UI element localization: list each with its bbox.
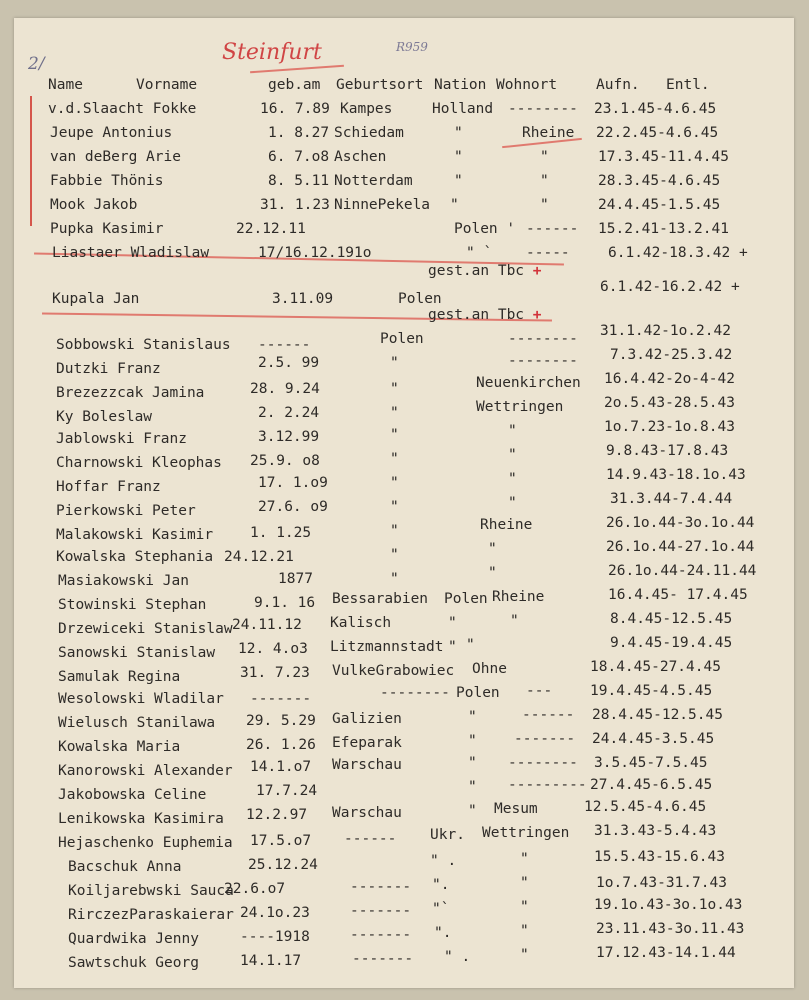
row-dates: 1o.7.23-1o.8.43 xyxy=(604,419,735,435)
row-wohnort: " xyxy=(540,173,549,189)
row-nation: " xyxy=(468,709,477,725)
row-geb: 25.12.24 xyxy=(248,857,318,873)
row-nation: " xyxy=(468,733,477,749)
row-wohnort: Rheine xyxy=(492,589,545,605)
row-nation: Holland xyxy=(432,101,494,117)
row-dates: 26.1o.44-27.1o.44 xyxy=(606,539,755,555)
row-ort: Efeparak xyxy=(332,735,402,751)
row-name: Kowalska Maria xyxy=(58,739,181,755)
row-nation: " xyxy=(390,499,399,515)
header-entl: Entl. xyxy=(666,77,710,93)
row-nation: " xyxy=(454,173,463,189)
row-nation: " xyxy=(390,571,399,587)
row-nation: " xyxy=(390,523,399,539)
row-name: Stowinski Stephan xyxy=(58,597,207,613)
header-wohnort: Wohnort xyxy=(496,77,558,93)
row-geb: 6. 7.o8 xyxy=(268,149,330,165)
row-name: Drzewiceki Stanislaw xyxy=(58,621,233,637)
row-ort: Notterdam xyxy=(334,173,413,189)
row-dates: 15.5.43-15.6.43 xyxy=(594,849,725,865)
row-wohnort: " xyxy=(508,423,517,439)
row-geb: 14.1.17 xyxy=(240,953,302,969)
row-dates: 23.11.43-3o.11.43 xyxy=(596,921,745,937)
row-dates: 8.4.45-12.5.45 xyxy=(610,611,733,627)
row-geb: 17.5.o7 xyxy=(250,833,312,849)
row-ort: ------ xyxy=(344,831,397,847)
row-dates: 17.12.43-14.1.44 xyxy=(596,945,736,961)
row-wohnort: " xyxy=(520,875,529,891)
row-wohnort: Mesum xyxy=(494,801,538,817)
row-dates: 24.4.45-1.5.45 xyxy=(598,197,721,213)
row-nation: " xyxy=(390,405,399,421)
row-wohnort: ----- xyxy=(526,245,570,261)
row-dates: 28.4.45-12.5.45 xyxy=(592,707,723,723)
row-wohnort: " xyxy=(520,851,529,867)
document-page xyxy=(14,18,794,988)
row-name: Samulak Regina xyxy=(58,669,181,685)
row-geb: 1. 8.27 xyxy=(268,125,330,141)
row-geb: 9.1. 16 xyxy=(254,595,316,611)
row-geb: 26. 1.26 xyxy=(246,737,316,753)
row-geb: 29. 5.29 xyxy=(246,713,316,729)
row-wohnort: Rheine xyxy=(480,517,533,533)
row-wohnort: " xyxy=(488,565,497,581)
row-dates: 19.1o.43-3o.1o.43 xyxy=(594,897,743,913)
row-nation: Polen ' xyxy=(454,221,516,237)
row-nation: ". xyxy=(434,925,452,941)
header-vorname: Vorname xyxy=(136,77,198,93)
row-dates: 26.1o.44-3o.1o.44 xyxy=(606,515,755,531)
death-note: gest.an Tbc + xyxy=(428,307,542,323)
row-nation: "` xyxy=(432,901,450,917)
row-wohnort: " xyxy=(508,495,517,511)
row-nation: Polen xyxy=(398,291,442,307)
row-dates: 9.8.43-17.8.43 xyxy=(606,443,729,459)
row-ort: Galizien xyxy=(332,711,402,727)
row-wohnort: " xyxy=(466,637,475,653)
row-wohnort: ------ xyxy=(522,707,575,723)
row-dates: 19.4.45-4.5.45 xyxy=(590,683,713,699)
row-dates: 3.5.45-7.5.45 xyxy=(594,755,708,771)
row-name: Pierkowski Peter xyxy=(56,503,196,519)
row-geb: 16. 7.89 xyxy=(260,101,330,117)
row-geb: 28. 9.24 xyxy=(250,381,320,397)
row-name: Sanowski Stanislaw xyxy=(58,645,216,661)
row-nation: ". xyxy=(432,877,450,893)
row-wohnort: " xyxy=(508,447,517,463)
row-dates: 27.4.45-6.5.45 xyxy=(590,777,713,793)
row-geb: ------ xyxy=(258,337,311,353)
row-ort: Aschen xyxy=(334,149,387,165)
row-geb: 1. 1.25 xyxy=(250,525,312,541)
row-nation: " xyxy=(390,547,399,563)
row-geb: 22.12.11 xyxy=(236,221,306,237)
red-cross-mark: + xyxy=(532,263,542,279)
corner-annotation: 2/ xyxy=(28,54,45,74)
row-dates: 1o.7.43-31.7.43 xyxy=(596,875,727,891)
row-dates: 6.1.42-16.2.42 + xyxy=(600,279,740,295)
row-wohnort: " xyxy=(540,149,549,165)
row-wohnort: Wettringen xyxy=(476,399,564,415)
row-geb: 17.7.24 xyxy=(256,783,318,799)
red-underline-title xyxy=(250,65,344,74)
row-wohnort: -------- xyxy=(508,755,578,771)
row-wohnort: ------ xyxy=(526,221,579,237)
row-nation: " xyxy=(390,475,399,491)
row-geb: 2.5. 99 xyxy=(258,355,320,371)
reference-number: R959 xyxy=(396,40,428,54)
header-geb-am: geb.am xyxy=(268,77,321,93)
row-name: Lenikowska Kasimira xyxy=(58,811,224,827)
row-ort: Kalisch xyxy=(330,615,392,631)
row-ort: ------- xyxy=(350,879,412,895)
row-name: Fabbie Thönis xyxy=(50,173,164,189)
row-wohnort: --- xyxy=(526,683,553,699)
row-ort: Schiedam xyxy=(334,125,404,141)
row-geb: 17. 1.o9 xyxy=(258,475,328,491)
row-geb: 17/16.12.191o xyxy=(258,245,372,261)
row-dates: 15.2.41-13.2.41 xyxy=(598,221,729,237)
row-name: Brezezzcak Jamina xyxy=(56,385,205,401)
row-name: v.d.Slaacht Fokke xyxy=(48,101,197,117)
row-wohnort: " xyxy=(508,471,517,487)
header-geburtsort: Geburtsort xyxy=(336,77,424,93)
row-dates: 9.4.45-19.4.45 xyxy=(610,635,733,651)
row-ort: ------- xyxy=(352,951,414,967)
row-geb: ----1918 xyxy=(240,929,310,945)
row-geb: 12.2.97 xyxy=(246,807,308,823)
row-name: Jablowski Franz xyxy=(56,431,187,447)
row-dates: 17.3.45-11.4.45 xyxy=(598,149,729,165)
row-ort: Litzmannstadt xyxy=(330,639,444,655)
row-nation: " ` xyxy=(466,245,493,261)
row-nation: " xyxy=(468,779,477,795)
row-geb: 2. 2.24 xyxy=(258,405,320,421)
row-geb: 27.6. o9 xyxy=(258,499,328,515)
row-wohnort: Wettringen xyxy=(482,825,570,841)
row-nation: " xyxy=(448,639,457,655)
row-dates: 14.9.43-18.1o.43 xyxy=(606,467,746,483)
row-name: Bacschuk Anna xyxy=(68,859,182,875)
row-nation: " xyxy=(390,451,399,467)
row-dates: 31.3.44-7.4.44 xyxy=(610,491,733,507)
row-dates: 28.3.45-4.6.45 xyxy=(598,173,721,189)
row-geb: 31. 1.23 xyxy=(260,197,330,213)
header-name: Name xyxy=(48,77,83,93)
row-wohnort: -------- xyxy=(508,101,578,117)
row-dates: 16.4.42-2o-4-42 xyxy=(604,371,735,387)
row-geb: 1877 xyxy=(278,571,313,587)
row-name: Sobbowski Stanislaus xyxy=(56,337,231,353)
row-name: Mook Jakob xyxy=(50,197,138,213)
row-nation: " xyxy=(468,755,477,771)
row-nation: " . xyxy=(444,949,471,965)
row-ort: Warschau xyxy=(332,757,402,773)
row-wohnort: --------- xyxy=(508,777,587,793)
row-name: Hejaschenko Euphemia xyxy=(58,835,233,851)
row-ort: ------- xyxy=(350,903,412,919)
row-wohnort: -------- xyxy=(508,353,578,369)
row-geb: 25.9. o8 xyxy=(250,453,320,469)
left-bracket-marker xyxy=(30,96,32,226)
row-dates: 18.4.45-27.4.45 xyxy=(590,659,721,675)
row-dates: 31.1.42-1o.2.42 xyxy=(600,323,731,339)
row-name: Sawtschuk Georg xyxy=(68,955,199,971)
row-nation: " xyxy=(468,803,477,819)
row-name: Pupka Kasimir xyxy=(50,221,164,237)
row-name: Hoffar Franz xyxy=(56,479,161,495)
row-geb: 24.11.12 xyxy=(232,617,302,633)
row-ort: ------- xyxy=(350,927,412,943)
row-name: Liastaer Wladislaw xyxy=(52,245,210,261)
row-nation: " xyxy=(454,149,463,165)
row-name: RirczezParaskaierar xyxy=(68,907,234,923)
row-name: Quardwika Jenny xyxy=(68,931,199,947)
row-wohnort: " xyxy=(510,613,519,629)
row-dates: 22.2.45-4.6.45 xyxy=(596,125,719,141)
row-geb: 14.1.o7 xyxy=(250,759,312,775)
row-ort: Kampes xyxy=(340,101,393,117)
row-geb: 12. 4.o3 xyxy=(238,641,308,657)
row-name: Jakobowska Celine xyxy=(58,787,207,803)
row-name: Malakowski Kasimir xyxy=(56,527,214,543)
header-nation: Nation xyxy=(434,77,487,93)
row-name: Charnowski Kleophas xyxy=(56,455,222,471)
row-wohnort: Ohne xyxy=(472,661,507,677)
row-ort: VulkeGrabowiec xyxy=(332,663,455,679)
row-wohnort: " xyxy=(520,923,529,939)
row-nation: Polen xyxy=(380,331,424,347)
row-dates: 23.1.45-4.6.45 xyxy=(594,101,717,117)
row-nation: " xyxy=(390,355,399,371)
row-wohnort: " xyxy=(488,541,497,557)
row-wohnort: ------- xyxy=(514,731,576,747)
red-cross-mark: + xyxy=(532,307,542,323)
row-geb: 8. 5.11 xyxy=(268,173,330,189)
row-geb: ------- xyxy=(250,691,312,707)
row-name: Ky Boleslaw xyxy=(56,409,153,425)
handwritten-title: Steinfurt xyxy=(222,40,322,65)
row-nation: Polen xyxy=(456,685,500,701)
header-aufn: Aufn. xyxy=(596,77,640,93)
row-dates: 31.3.43-5.4.43 xyxy=(594,823,717,839)
row-wohnort: Neuenkirchen xyxy=(476,375,581,391)
row-nation: Polen xyxy=(444,591,488,607)
row-nation: " xyxy=(454,125,463,141)
row-geb: 3.11.09 xyxy=(272,291,334,307)
row-name: Koiljarebwski Sauca xyxy=(68,883,234,899)
row-dates: 16.4.45- 17.4.45 xyxy=(608,587,748,603)
row-ort: NinnePekela xyxy=(334,197,431,213)
row-dates: 26.1o.44-24.11.44 xyxy=(608,563,757,579)
row-dates: 6.1.42-18.3.42 + xyxy=(608,245,748,261)
row-name: Kowalska Stephania xyxy=(56,549,214,565)
row-wohnort: " xyxy=(520,947,529,963)
row-dates: 2o.5.43-28.5.43 xyxy=(604,395,735,411)
row-nation: " xyxy=(450,197,459,213)
row-name: Jeupe Antonius xyxy=(50,125,173,141)
row-nation: " xyxy=(390,381,399,397)
row-wohnort: " xyxy=(520,899,529,915)
row-nation: " xyxy=(390,427,399,443)
death-note: gest.an Tbc + xyxy=(428,263,542,279)
row-nation: " xyxy=(448,615,457,631)
row-geb: 24.1o.23 xyxy=(240,905,310,921)
row-nation: Ukr. xyxy=(430,827,465,843)
row-ort: Warschau xyxy=(332,805,402,821)
row-dates: 12.5.45-4.6.45 xyxy=(584,799,707,815)
row-geb: 3.12.99 xyxy=(258,429,320,445)
row-wohnort: Rheine xyxy=(522,125,575,141)
row-ort: -------- xyxy=(380,685,450,701)
row-name: Kanorowski Alexander xyxy=(58,763,233,779)
row-nation: " . xyxy=(430,853,457,869)
row-ort: Bessarabien xyxy=(332,591,429,607)
row-geb: 22.6.o7 xyxy=(224,881,286,897)
row-name: Wesolowski Wladilar xyxy=(58,691,224,707)
row-name: Kupala Jan xyxy=(52,291,140,307)
row-wohnort: -------- xyxy=(508,331,578,347)
row-geb: 24.12.21 xyxy=(224,549,294,565)
row-dates: 24.4.45-3.5.45 xyxy=(592,731,715,747)
row-name: Dutzki Franz xyxy=(56,361,161,377)
row-dates: 7.3.42-25.3.42 xyxy=(610,347,733,363)
row-wohnort: " xyxy=(540,197,549,213)
row-name: Masiakowski Jan xyxy=(58,573,189,589)
row-name: Wielusch Stanilawa xyxy=(58,715,216,731)
row-name: van deBerg Arie xyxy=(50,149,181,165)
row-geb: 31. 7.23 xyxy=(240,665,310,681)
